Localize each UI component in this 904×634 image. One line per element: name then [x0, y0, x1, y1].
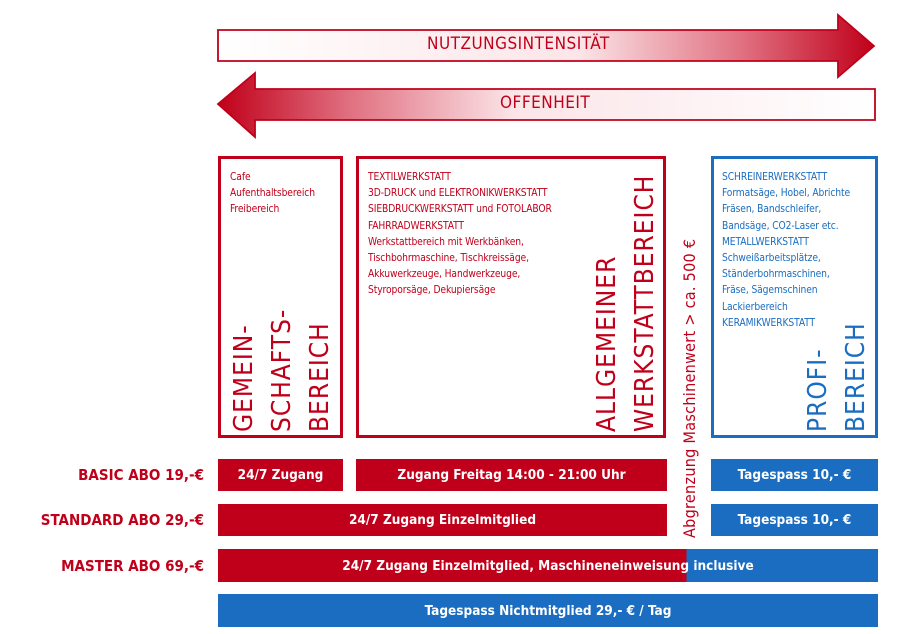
community-area-box	[218, 156, 343, 438]
general-workshop-box	[356, 156, 666, 438]
list-item: Fräsen, Bandschleifer,	[722, 204, 822, 216]
list-item: Formatsäge, Hobel, Abrichte	[722, 188, 851, 200]
openness-label: OFFENHEIT	[500, 93, 591, 113]
list-item: Aufenthaltsbereich	[230, 188, 315, 200]
community-area-title: GEMEIN- SCHAFTS- BEREICH	[229, 308, 335, 432]
list-item: Tischbohrmaschine, Tischkreissäge,	[368, 253, 529, 265]
arrows-graphic	[0, 0, 904, 140]
basic-general-access-bar: Zugang Freitag 14:00 - 21:00 Uhr	[356, 459, 667, 491]
basic-plan-label: BASIC ABO 19,-€	[78, 466, 204, 484]
list-item: TEXTILWERKSTATT	[368, 172, 451, 183]
basic-day-pass-bar: Tagespass 10,- €	[711, 459, 878, 491]
master-plan-label: MASTER ABO 69,-€	[61, 557, 204, 575]
machine-value-divider-label: Abgrenzung Maschinenwert > ca. 500 €	[680, 238, 699, 538]
list-item: Freibereich	[230, 204, 280, 216]
list-item: Styroporsäge, Dekupiersäge	[368, 285, 496, 297]
list-item: Cafe	[230, 172, 251, 183]
list-item: Fräse, Sägemschinen	[722, 285, 818, 297]
basic-community-access-bar: 24/7 Zugang	[218, 459, 343, 491]
list-item: Ständerbohrmaschinen,	[722, 269, 830, 281]
standard-plan-label: STANDARD ABO 29,-€	[40, 511, 204, 529]
usage-intensity-label: NUTZUNGSINTENSITÄT	[427, 34, 610, 54]
list-item: Lackierbereich	[722, 301, 788, 313]
list-item: FAHRRADWERKSTATT	[368, 220, 464, 232]
list-item: SIEBDRUCKWERKSTATT und FOTOLABOR	[368, 204, 552, 216]
professional-area-box	[711, 156, 878, 438]
standard-access-bar: 24/7 Zugang Einzelmitglied	[218, 504, 667, 536]
list-item: Werkstattbereich mit Werkbänken,	[368, 236, 524, 248]
non-member-day-pass-bar: Tagespass Nichtmitglied 29,- € / Tag	[218, 594, 878, 627]
list-item: KERAMIKWERKSTATT	[722, 317, 816, 329]
list-item: Akkuwerkzeuge, Handwerkzeuge,	[368, 269, 521, 281]
master-access-bar: 24/7 Zugang Einzelmitglied, Maschineneinweisung inclusive	[218, 549, 878, 582]
list-item: Bandsäge, CO2-Laser etc.	[722, 220, 839, 232]
list-item: METALLWERKSTATT	[722, 236, 809, 248]
list-item: 3D-DRUCK und ELEKTRONIKWERKSTATT	[368, 188, 548, 200]
list-item: Schweißarbeitsplätze,	[722, 253, 821, 265]
standard-day-pass-bar: Tagespass 10,- €	[711, 504, 878, 536]
general-workshop-title: ALLGEMEINER WERKSTATTBEREICH	[592, 174, 660, 432]
professional-area-title: PROFI- BEREICH	[803, 322, 871, 432]
community-items	[230, 170, 315, 219]
list-item: SCHREINERWERKSTATT	[722, 172, 828, 183]
general-workshop-items	[368, 170, 552, 300]
professional-items	[722, 170, 850, 332]
